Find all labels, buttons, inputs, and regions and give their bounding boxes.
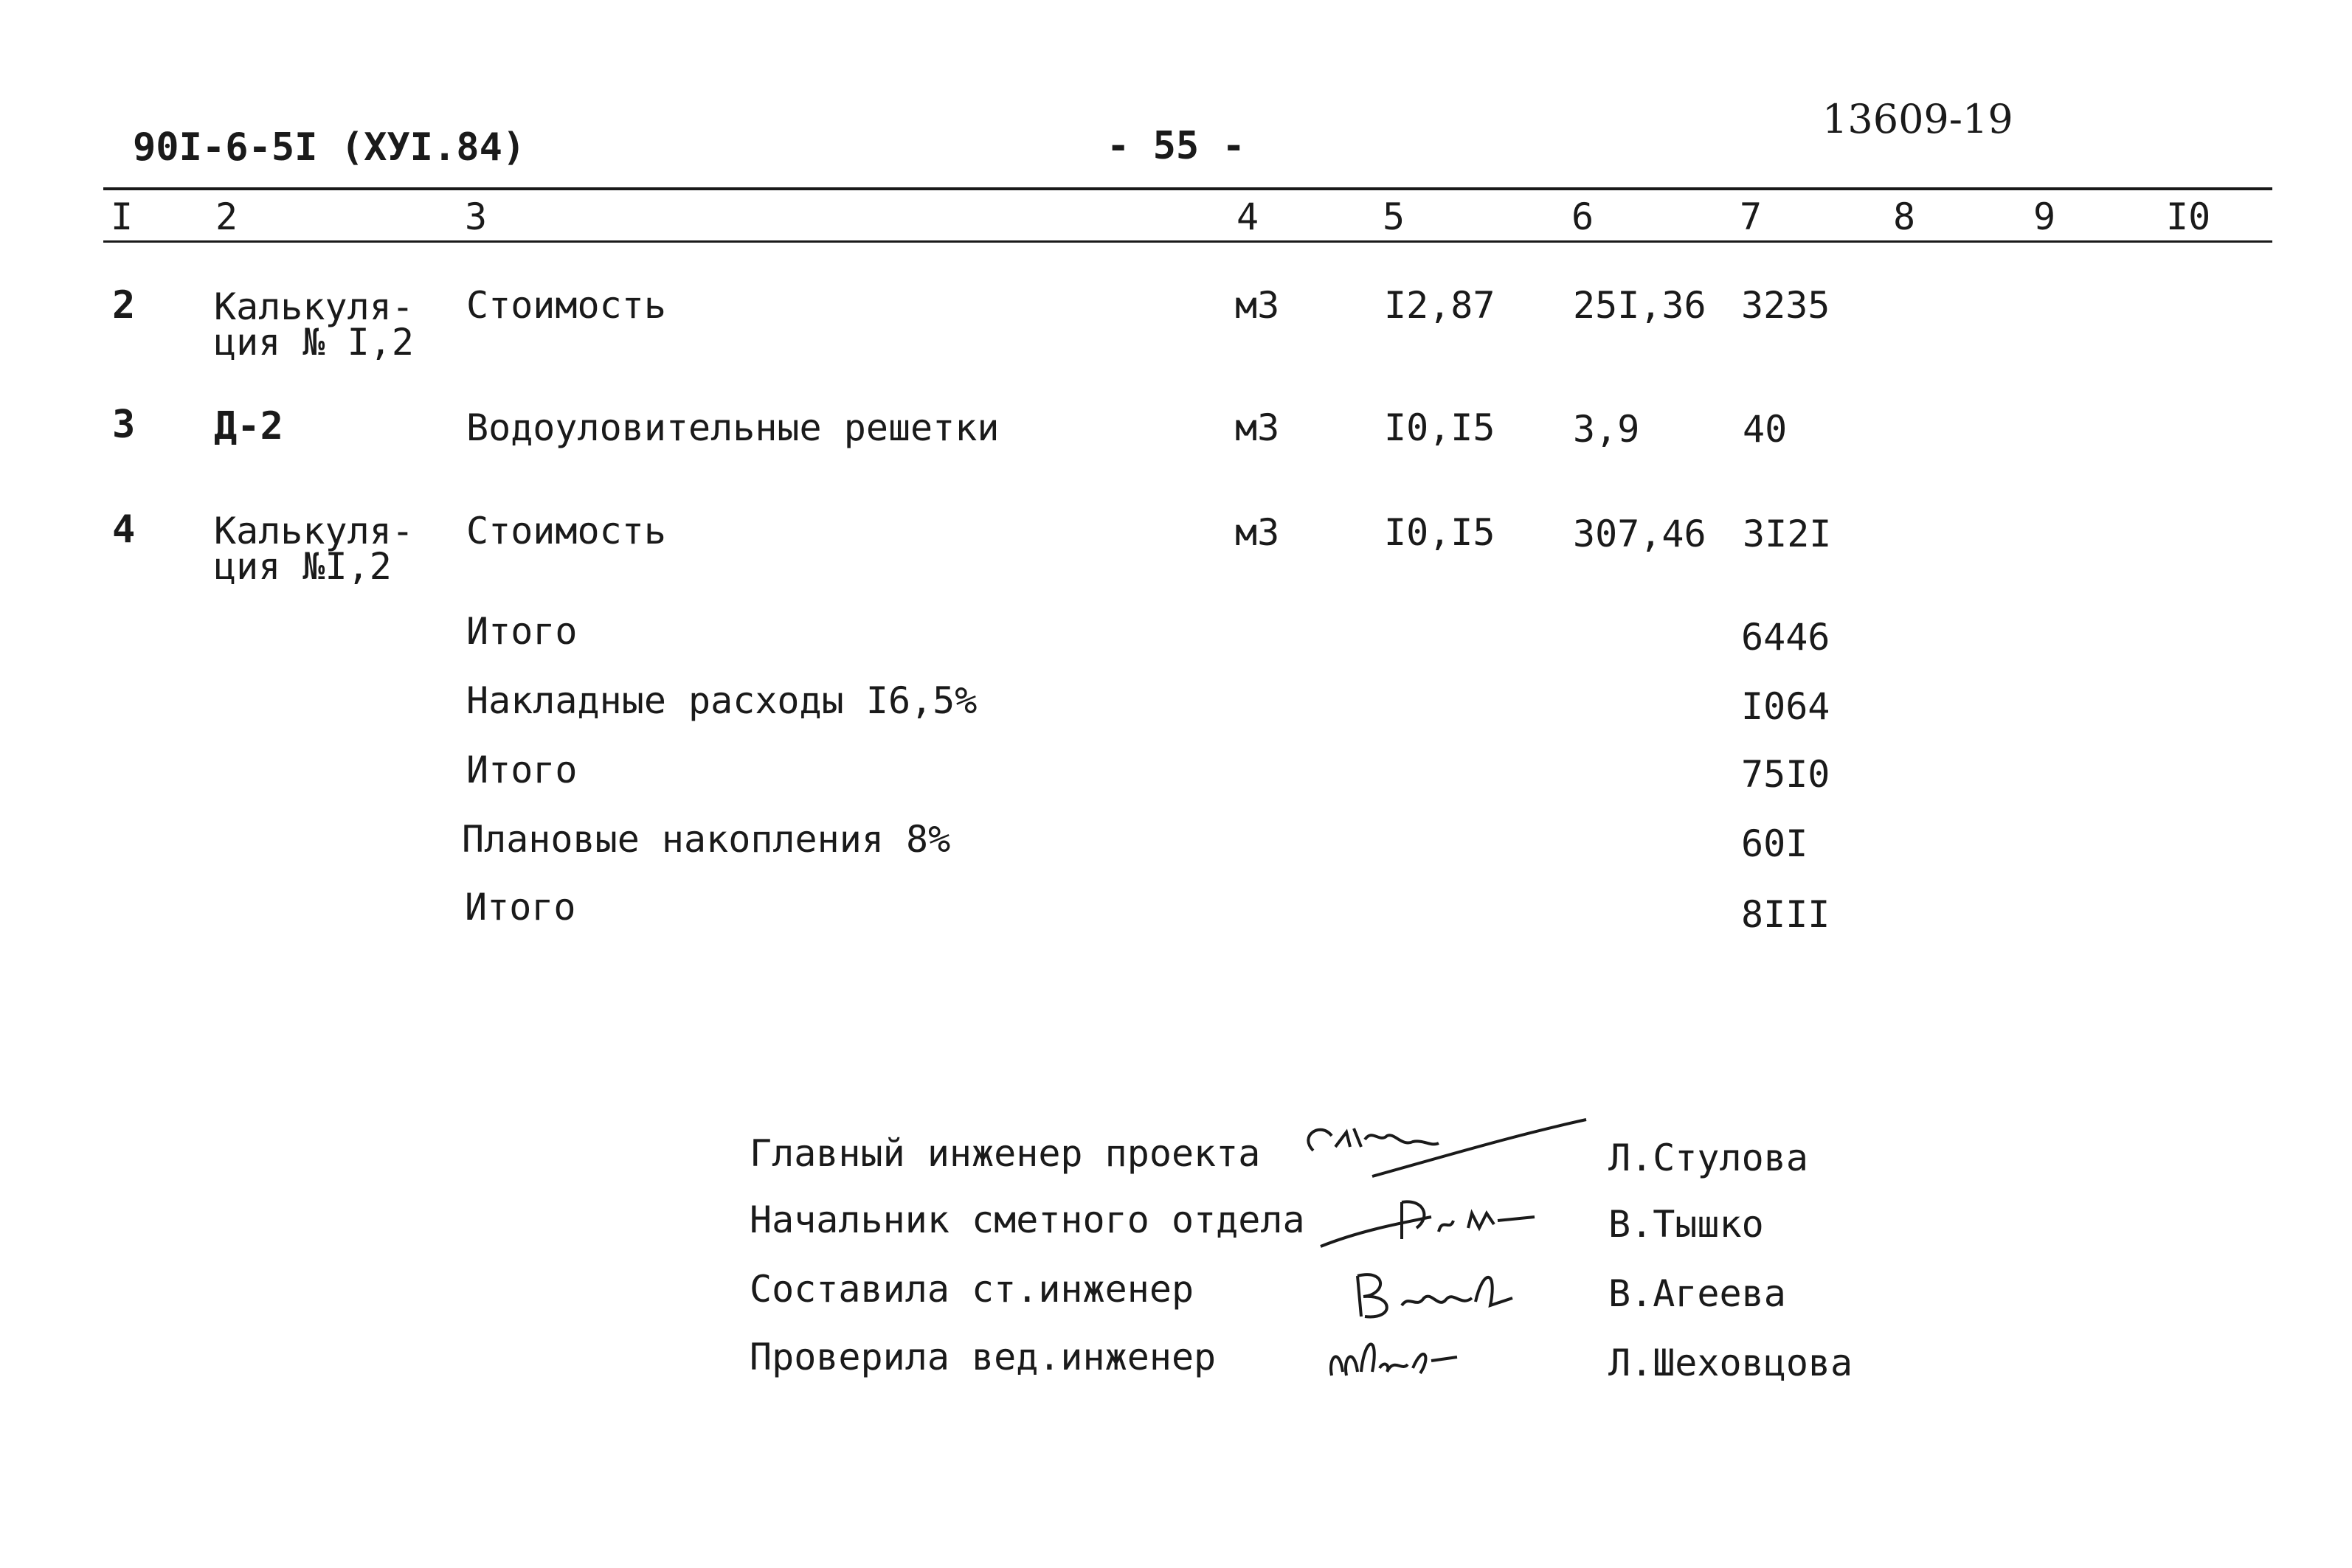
row-qty: I2,87 [1384, 284, 1495, 327]
row-name: Стоимость [466, 510, 666, 552]
summary-value: I064 [1741, 685, 1830, 728]
handwritten-signature [1291, 1106, 1601, 1180]
signatory-name: В.Агеева [1608, 1272, 1786, 1315]
archive-number: 13609-19 [1822, 96, 2013, 142]
row-name: Водоуловительные решетки [466, 406, 1000, 449]
summary-value: 60I [1741, 822, 1808, 865]
column-header: I0 [2166, 195, 2211, 238]
column-header: 7 [1740, 195, 1763, 238]
summary-value: 6446 [1741, 616, 1830, 659]
signatory-name: Л.Шеховцова [1608, 1342, 1853, 1384]
handwritten-signature [1343, 1254, 1564, 1328]
row-price: 307,46 [1573, 513, 1706, 555]
row-code: Калькуля- [214, 285, 414, 328]
column-header: 5 [1383, 195, 1405, 238]
column-header: 4 [1236, 195, 1259, 238]
row-qty: I0,I5 [1384, 511, 1495, 554]
row-number: 4 [112, 507, 136, 552]
row-qty: I0,I5 [1384, 406, 1495, 449]
signature-role: Начальник сметного отдела [750, 1198, 1305, 1241]
row-number: 2 [112, 283, 136, 327]
row-price: 25I,36 [1573, 284, 1706, 327]
column-header: I [111, 195, 134, 238]
signature-role: Главный инженер проекта [750, 1132, 1261, 1175]
summary-value: 8III [1741, 893, 1830, 936]
row-code: ция №I,2 [214, 545, 392, 588]
handwritten-signature [1321, 1328, 1483, 1387]
handwritten-signature [1313, 1187, 1564, 1254]
column-header: 8 [1893, 195, 1916, 238]
summary-label: Итого [466, 610, 578, 653]
summary-value: 75I0 [1741, 753, 1830, 796]
table-top-rule [103, 187, 2272, 190]
row-total: 3235 [1741, 284, 1830, 327]
row-total: 40 [1743, 408, 1788, 451]
column-header: 6 [1571, 195, 1594, 238]
column-header: 9 [2033, 195, 2056, 238]
row-name: Стоимость [466, 284, 666, 327]
column-header: 2 [215, 195, 238, 238]
column-header: 3 [465, 195, 488, 238]
row-price: 3,9 [1573, 408, 1640, 451]
summary-label: Итого [465, 886, 576, 929]
row-unit: м3 [1235, 406, 1280, 449]
page-number: - 55 - [1107, 124, 1245, 168]
row-total: 3I2I [1743, 513, 1832, 555]
signatory-name: Л.Стулова [1608, 1137, 1808, 1179]
document-code: 90I-6-5I (XУI.84) [133, 125, 526, 170]
row-code: ция № I,2 [214, 321, 414, 364]
row-unit: м3 [1235, 284, 1280, 327]
summary-label: Накладные расходы I6,5% [466, 679, 978, 722]
table-header-rule [103, 240, 2272, 243]
signature-role: Составила ст.инженер [750, 1268, 1194, 1311]
row-number: 3 [112, 403, 136, 447]
row-unit: м3 [1235, 511, 1280, 554]
signatory-name: В.Тышко [1608, 1203, 1764, 1246]
signature-role: Проверила вед.инженер [750, 1336, 1217, 1378]
summary-label: Плановые накопления 8% [462, 818, 951, 861]
row-code: Д-2 [214, 404, 283, 448]
summary-label: Итого [466, 749, 578, 791]
row-code: Калькуля- [214, 510, 414, 552]
